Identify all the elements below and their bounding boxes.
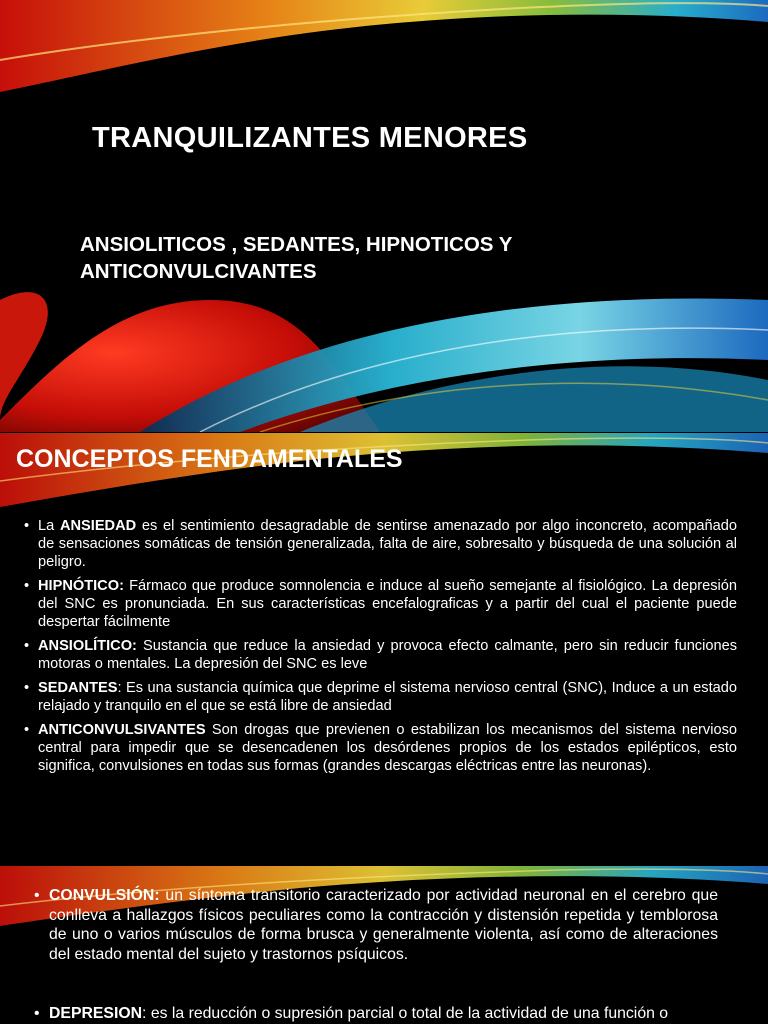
title-slide bbox=[0, 0, 768, 432]
item-term: DEPRESION bbox=[49, 1005, 143, 1022]
list-item bbox=[24, 721, 737, 775]
list-item bbox=[24, 517, 737, 571]
item-prefix: La bbox=[38, 518, 60, 534]
item-term: HIPNÓTICO: bbox=[38, 578, 124, 594]
definitions-list bbox=[34, 886, 718, 1024]
bullet-icon: • bbox=[24, 680, 30, 696]
list-item bbox=[24, 679, 737, 715]
list-item bbox=[24, 637, 737, 673]
slide-subtitle: ANSIOLITICOS , SEDANTES, HIPNOTICOS Y ANTICONVULCIVANTES bbox=[80, 233, 513, 283]
item-term: ANTICONVULSIVANTES bbox=[38, 722, 206, 738]
item-term: SEDANTES bbox=[38, 680, 118, 696]
item-term: ANSIEDAD bbox=[59, 518, 137, 534]
list-item bbox=[34, 886, 718, 964]
item-text: es el sentimiento desagradable de sentirse amenazado por algo inconcreto, acompañado de sensaciones somáticas de tensión generalizada, falta de aire, sobresalto y búsqueda de una solución al peligro. bbox=[38, 518, 737, 570]
bullet-icon: • bbox=[34, 887, 40, 904]
item-term: ANSIOLÍTICO: bbox=[38, 638, 137, 654]
slide-title: TRANQUILIZANTES MENORES bbox=[92, 122, 528, 154]
item-text: Fármaco que produce somnolencia e induce al sueño semejante al fisiológico. La depresión del SNC es pronunciada. En sus características encefalograficas y a partir del cual el paciente puede despertar fácilmente bbox=[38, 578, 737, 630]
slide-title: CONCEPTOS FENDAMENTALES bbox=[16, 445, 403, 473]
decorative-swoosh-background bbox=[0, 0, 768, 432]
list-item bbox=[24, 577, 737, 631]
bullet-icon: • bbox=[24, 638, 30, 654]
bullet-icon: • bbox=[24, 722, 30, 738]
list-item bbox=[34, 1004, 718, 1024]
bullet-icon: • bbox=[24, 578, 30, 594]
item-text: Son drogas que previenen o estabilizan los mecanismos del sistema nervioso central para impedir que se desencadenen los desórdenes propios de los estados epilépticos, esto significa, convulsiones en todas sus formas (grandes descargas eléctricas entre las neuronas). bbox=[38, 722, 737, 774]
item-term: CONVULSIÓN: bbox=[49, 887, 160, 904]
item-text: Sustancia que reduce la ansiedad y provoca efecto calmante, pero sin reducir funciones motoras o mentales. La depresión del SNC es leve bbox=[38, 638, 737, 672]
definitions-slide bbox=[0, 866, 768, 1024]
item-text: : es la reducción o supresión parcial o total de la actividad de una función o bbox=[142, 1005, 669, 1022]
concepts-list bbox=[24, 517, 737, 781]
item-text: : Es una sustancia química que deprime el sistema nervioso central (SNC), Induce a un estado relajado y tranquilo en el que se está libre de ansiedad bbox=[38, 680, 737, 714]
item-text: un síntoma transitorio caracterizado por actividad neuronal en el cerebro que conlleva a hallazgos físicos peculiares como la contracción y distensión repetida y temblorosa de uno o varios músculos de forma brusca y generalmente violenta, así como de alteraciones del estado mental del sujeto y trastornos psíquicos. bbox=[49, 887, 718, 963]
bullet-icon: • bbox=[34, 1005, 40, 1022]
concepts-slide bbox=[0, 433, 768, 865]
bullet-icon: • bbox=[24, 518, 30, 534]
